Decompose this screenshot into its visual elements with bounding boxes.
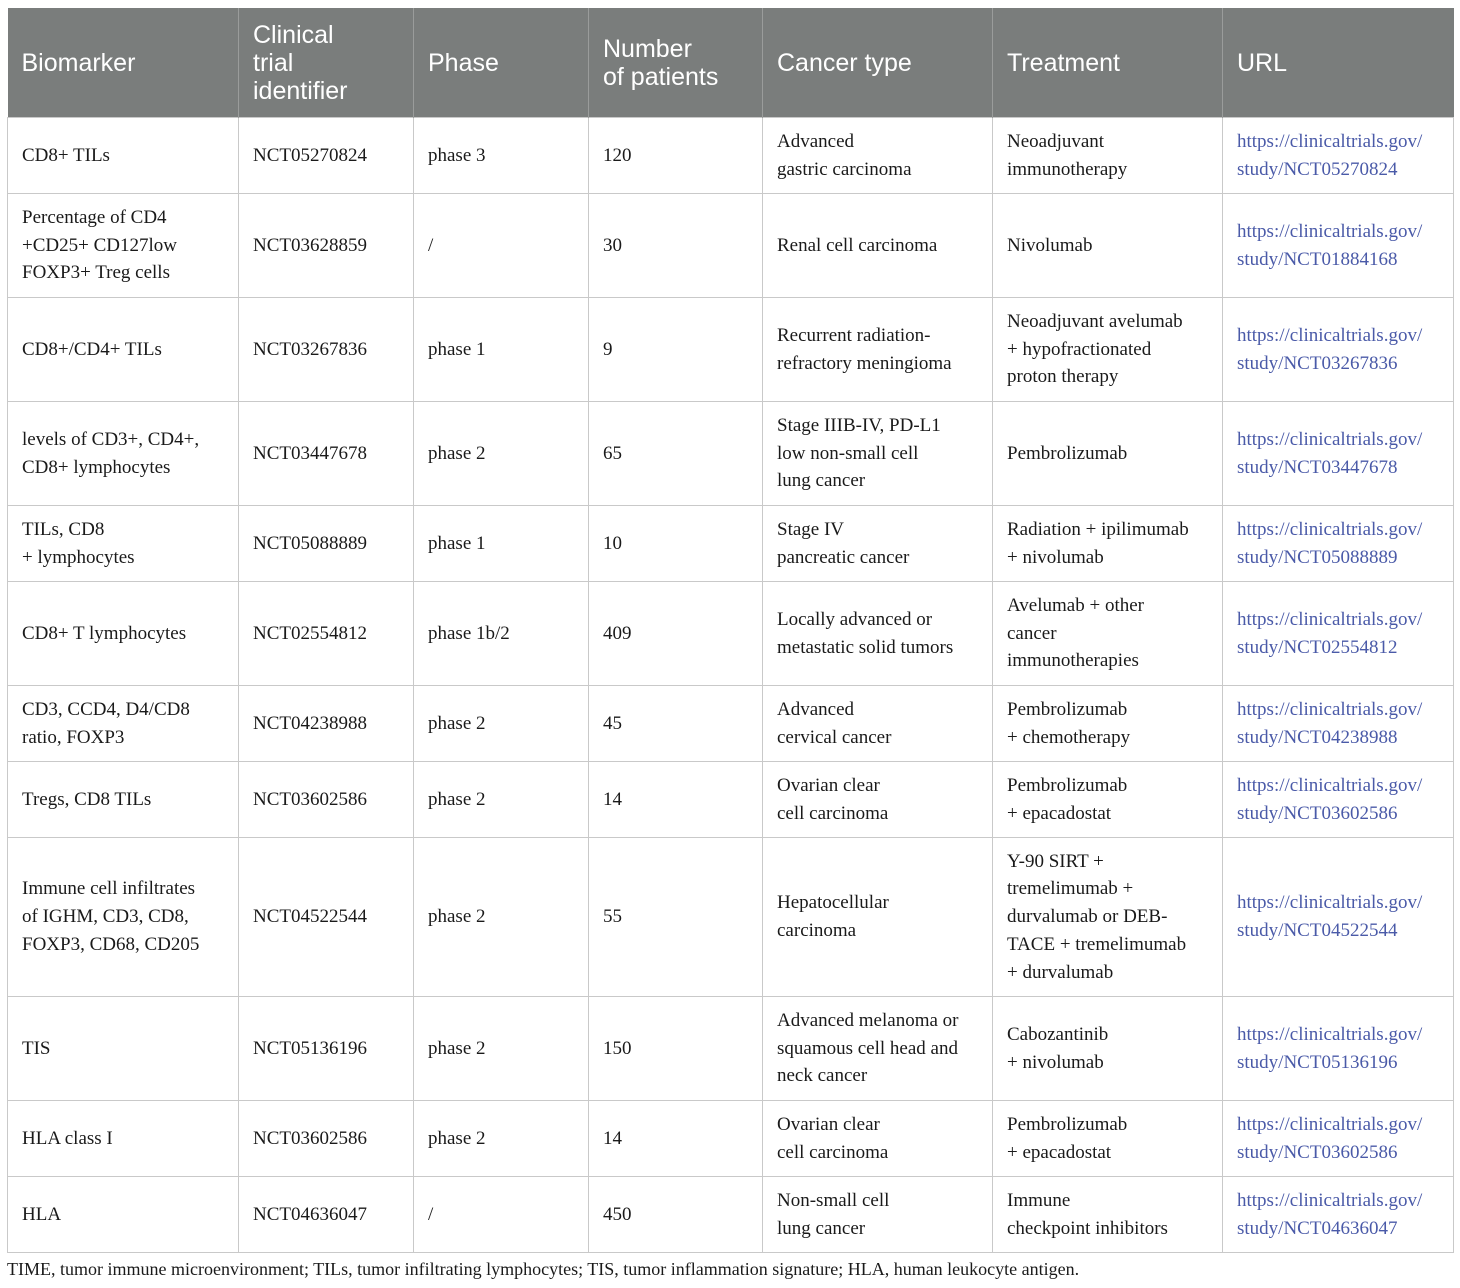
cell-patients: 120 [589,118,763,194]
header-clinical-trial-identifier: Clinical trial identifier [239,8,414,118]
cell-url-link[interactable]: https://clinicaltrials.gov/ study/NCT01884168 [1223,194,1454,298]
table-row [8,194,1454,298]
table-row [8,762,1454,838]
cell-trial-id: NCT02554812 [239,582,414,686]
table-row [8,1101,1454,1177]
header-biomarker: Biomarker [8,8,239,118]
cell-trial-id: NCT05088889 [239,506,414,582]
cell-treatment: Avelumab + other cancer immunotherapies [993,582,1223,686]
cell-url-link[interactable]: https://clinicaltrials.gov/ study/NCT03267836 [1223,298,1454,402]
cell-biomarker: Tregs, CD8 TILs [8,762,239,838]
cell-cancer-type: Ovarian clear cell carcinoma [763,1101,993,1177]
cell-patients: 450 [589,1177,763,1253]
cell-trial-id: NCT05270824 [239,118,414,194]
cell-treatment: Nivolumab [993,194,1223,298]
cell-trial-id: NCT03602586 [239,1101,414,1177]
cell-biomarker: TILs, CD8 + lymphocytes [8,506,239,582]
cell-biomarker: CD8+ TILs [8,118,239,194]
header-cancer-type: Cancer type [763,8,993,118]
cell-phase: phase 1b/2 [414,582,589,686]
cell-trial-id: NCT03628859 [239,194,414,298]
cell-phase: phase 2 [414,838,589,997]
cell-phase: phase 2 [414,762,589,838]
cell-biomarker: CD3, CCD4, D4/CD8 ratio, FOXP3 [8,686,239,762]
cell-cancer-type: Locally advanced or metastatic solid tumors [763,582,993,686]
cell-biomarker: Immune cell infiltrates of IGHM, CD3, CD8, FOXP3, CD68, CD205 [8,838,239,997]
table-footnote: TIME, tumor immune microenvironment; TILs, tumor infiltrating lymphocytes; TIS, tumor inflammation signature; HLA, human leukocyte antigen. [7,1259,1080,1279]
cell-treatment: Cabozantinib + nivolumab [993,997,1223,1101]
cell-treatment: Pembrolizumab [993,402,1223,506]
cell-trial-id: NCT03267836 [239,298,414,402]
table-row [8,1177,1454,1253]
header-treatment: Treatment [993,8,1223,118]
cell-url-link[interactable]: https://clinicaltrials.gov/ study/NCT05088889 [1223,506,1454,582]
table-row [8,118,1454,194]
cell-biomarker: HLA class I [8,1101,239,1177]
cell-treatment: Pembrolizumab + epacadostat [993,762,1223,838]
cell-cancer-type: Stage IIIB-IV, PD-L1 low non-small cell lung cancer [763,402,993,506]
clinical-trials-table [7,8,1454,1253]
cell-patients: 10 [589,506,763,582]
cell-trial-id: NCT03602586 [239,762,414,838]
header-phase: Phase [414,8,589,118]
cell-patients: 65 [589,402,763,506]
cell-cancer-type: Advanced cervical cancer [763,686,993,762]
cell-cancer-type: Ovarian clear cell carcinoma [763,762,993,838]
cell-patients: 30 [589,194,763,298]
cell-url-link[interactable]: https://clinicaltrials.gov/ study/NCT05136196 [1223,997,1454,1101]
cell-phase: phase 2 [414,402,589,506]
header-number-of-patients: Number of patients [589,8,763,118]
cell-treatment: Y-90 SIRT + tremelimumab + durvalumab or DEB- TACE + tremelimumab + durvalumab [993,838,1223,997]
cell-trial-id: NCT04522544 [239,838,414,997]
cell-phase: phase 3 [414,118,589,194]
cell-url-link[interactable]: https://clinicaltrials.gov/ study/NCT03602586 [1223,1101,1454,1177]
cell-phase: phase 2 [414,1101,589,1177]
cell-cancer-type: Stage IV pancreatic cancer [763,506,993,582]
cell-biomarker: HLA [8,1177,239,1253]
cell-treatment: Immune checkpoint inhibitors [993,1177,1223,1253]
clinical-trials-table-container [7,8,1453,1253]
cell-biomarker: TIS [8,997,239,1101]
cell-url-link[interactable]: https://clinicaltrials.gov/ study/NCT04522544 [1223,838,1454,997]
cell-trial-id: NCT04238988 [239,686,414,762]
cell-biomarker: Percentage of CD4 +CD25+ CD127low FOXP3+ Treg cells [8,194,239,298]
cell-patients: 9 [589,298,763,402]
cell-treatment: Pembrolizumab + chemotherapy [993,686,1223,762]
cell-trial-id: NCT03447678 [239,402,414,506]
cell-patients: 45 [589,686,763,762]
cell-phase: phase 2 [414,997,589,1101]
table-row [8,582,1454,686]
cell-treatment: Neoadjuvant avelumab + hypofractionated proton therapy [993,298,1223,402]
cell-cancer-type: Hepatocellular carcinoma [763,838,993,997]
cell-biomarker: CD8+ T lymphocytes [8,582,239,686]
cell-patients: 14 [589,762,763,838]
cell-cancer-type: Advanced melanoma or squamous cell head and neck cancer [763,997,993,1101]
header-url: URL [1223,8,1454,118]
cell-url-link[interactable]: https://clinicaltrials.gov/ study/NCT04238988 [1223,686,1454,762]
cell-phase: phase 1 [414,506,589,582]
cell-patients: 55 [589,838,763,997]
table-row [8,298,1454,402]
cell-treatment: Pembrolizumab + epacadostat [993,1101,1223,1177]
cell-biomarker: levels of CD3+, CD4+, CD8+ lymphocytes [8,402,239,506]
cell-url-link[interactable]: https://clinicaltrials.gov/ study/NCT05270824 [1223,118,1454,194]
cell-biomarker: CD8+/CD4+ TILs [8,298,239,402]
cell-treatment: Neoadjuvant immunotherapy [993,118,1223,194]
cell-cancer-type: Non-small cell lung cancer [763,1177,993,1253]
cell-phase: phase 1 [414,298,589,402]
table-body [8,118,1454,1253]
cell-url-link[interactable]: https://clinicaltrials.gov/ study/NCT03447678 [1223,402,1454,506]
cell-patients: 150 [589,997,763,1101]
cell-url-link[interactable]: https://clinicaltrials.gov/ study/NCT02554812 [1223,582,1454,686]
cell-cancer-type: Recurrent radiation- refractory meningioma [763,298,993,402]
cell-cancer-type: Advanced gastric carcinoma [763,118,993,194]
cell-treatment: Radiation + ipilimumab + nivolumab [993,506,1223,582]
table-row [8,838,1454,997]
cell-phase: / [414,1177,589,1253]
cell-trial-id: NCT04636047 [239,1177,414,1253]
table-row [8,506,1454,582]
cell-patients: 14 [589,1101,763,1177]
table-row [8,402,1454,506]
header-row [8,8,1454,118]
cell-url-link[interactable]: https://clinicaltrials.gov/ study/NCT04636047 [1223,1177,1454,1253]
table-row [8,997,1454,1101]
cell-phase: phase 2 [414,686,589,762]
cell-cancer-type: Renal cell carcinoma [763,194,993,298]
table-row [8,686,1454,762]
cell-url-link[interactable]: https://clinicaltrials.gov/ study/NCT03602586 [1223,762,1454,838]
cell-trial-id: NCT05136196 [239,997,414,1101]
cell-patients: 409 [589,582,763,686]
cell-phase: / [414,194,589,298]
